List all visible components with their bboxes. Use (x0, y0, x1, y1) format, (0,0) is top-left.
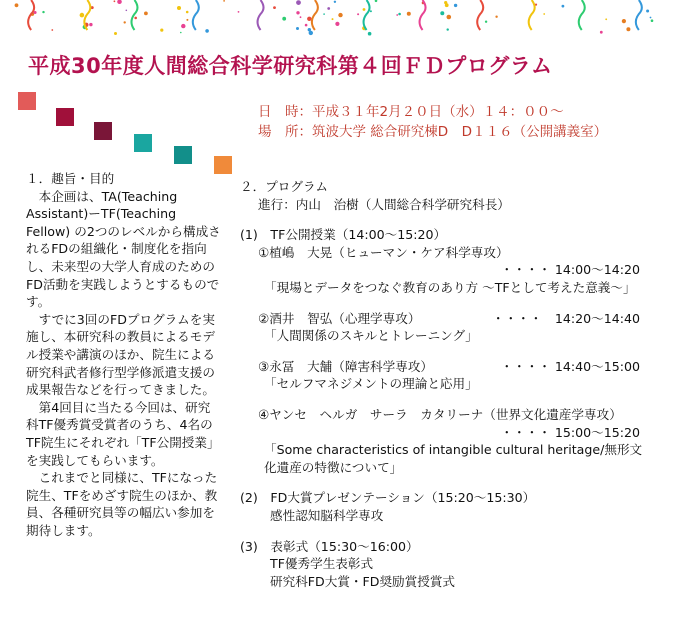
confetti-dot (485, 21, 487, 23)
confetti-dot (327, 7, 330, 10)
purpose-paragraph: これまでと同様に、TFになった院生、TFをめざす院生のほか、教員、各種研究員等の幅広い参加を期待します。 (26, 470, 218, 538)
confetti-dot (305, 24, 308, 27)
talk-row (240, 310, 670, 328)
streamer (364, 0, 370, 30)
confetti-dot (177, 6, 181, 10)
confetti-dot (296, 11, 299, 14)
confetti-dot (124, 21, 126, 23)
program-section (240, 178, 670, 590)
section-fd-award: (2) FD大賞プレゼンテーション（15:20～15:30） (240, 490, 536, 506)
confetti-dot (454, 4, 457, 7)
confetti-dot (600, 31, 603, 34)
talk-time: ・・・・ 14:40～15:00 (500, 358, 640, 374)
confetti-dot (300, 16, 302, 18)
ceremony-item: TF優秀学生表彰式 (270, 556, 374, 572)
confetti-dot (396, 14, 398, 16)
square-2 (56, 108, 74, 126)
square-1 (18, 92, 36, 110)
talk-title: 「人間関係のスキルとトレーニング」 (264, 328, 478, 344)
talk-row (240, 358, 670, 376)
event-info (258, 102, 607, 142)
confetti-dot (89, 23, 92, 26)
confetti-dot (626, 27, 630, 31)
streamer (420, 0, 426, 30)
talk-title: 「セルフマネジメントの理論と応用」 (264, 376, 478, 392)
confetti-dot (134, 17, 137, 20)
streamer (579, 0, 585, 30)
confetti-dot (447, 15, 452, 20)
confetti-dot (282, 17, 286, 21)
confetti-dot (335, 22, 339, 26)
confetti-dot (309, 31, 313, 35)
confetti-dot (296, 0, 301, 5)
confetti-dot (332, 18, 334, 20)
confetti-dot (622, 19, 626, 23)
event-place: 場 所：筑波大学 総合研究棟D D１１６（公開講義室） (258, 124, 608, 140)
talk-speaker: ②酒井 智弘（心理学専攻） (258, 310, 421, 326)
confetti-dot (398, 13, 401, 16)
confetti-dot (495, 16, 497, 18)
confetti-dot (357, 13, 359, 15)
confetti-dot (338, 13, 342, 17)
page-title: 平成30年度人間総合科学研究科第４回ＦＤプログラム (28, 54, 553, 78)
talk-speaker: ④ヤンセ ヘルガ サーラ カタリーナ（世界文化遺産学専攻） (258, 406, 622, 422)
confetti-dot (186, 19, 188, 21)
streamer (193, 0, 199, 30)
confetti-dot (114, 0, 116, 2)
purpose-paragraph: すでに3回のFDプログラムを実施し、本研究科の教員によるモデル授業や講演のほか、院生による研究科武者修行型学修派遣支援の成果報告などを行ってきました。 (26, 311, 215, 398)
square-3 (94, 122, 112, 140)
confetti-dot (646, 10, 649, 13)
purpose-heading: １．趣旨・目的 (26, 171, 115, 186)
confetti-dot (407, 12, 411, 16)
program-moderator: 進行：内山 治樹（人間総合科学研究科長） (258, 196, 510, 212)
confetti-dot (447, 28, 449, 30)
confetti-dot (307, 17, 311, 21)
talk-title: 「現場とデータをつなぐ教育のあり方 ～TFとして考えた意義～」 (264, 279, 636, 295)
confetti-dot (223, 0, 225, 2)
confetti-dot (334, 1, 336, 3)
confetti-dot (323, 13, 325, 15)
purpose-paragraph: 第4回目に当たる今回は、研究科TF優秀賞受賞者のうち、4名のTF院生にそれぞれ「TF公開授業」を実践してもらいます。 (26, 399, 220, 468)
talk-time: ・・・・ 14:20～14:40 (491, 310, 640, 326)
confetti-dot (160, 29, 163, 32)
confetti-dot (114, 32, 117, 35)
section-tf-classes: (1) TF公開授業（14:00～15:20） (240, 227, 447, 243)
confetti-dot (562, 5, 565, 8)
confetti-dot (605, 18, 607, 20)
talk-speaker: ①植嶋 大晃（ヒューマン・ケア科学専攻） (258, 244, 509, 260)
streamer (529, 0, 535, 30)
purpose-section (26, 170, 222, 539)
confetti-dot (15, 3, 19, 7)
confetti-dot (440, 11, 444, 15)
confetti-dot (80, 13, 85, 18)
streamer (636, 0, 642, 30)
event-date: 日 時：平成３１年2月２０日（水）１４：００～ (258, 104, 564, 120)
confetti-dot (543, 13, 545, 15)
confetti-dot (117, 0, 122, 4)
streamer (477, 0, 483, 30)
confetti-dot (238, 11, 240, 13)
confetti-dot (368, 32, 372, 36)
streamer (258, 0, 264, 30)
purpose-paragraph: 本企画は、TA(Teaching Assistant)ーTF(Teaching Fellow) の2つのレベルから構成されるFDの組織化・制度化を指向し、未来型の大学人育成のためのFD活動を実践しようとするものです。 (26, 188, 221, 310)
confetti-dot (180, 32, 182, 34)
square-5 (174, 146, 192, 164)
confetti-dot (186, 11, 189, 14)
confetti-dot (363, 8, 366, 11)
program-heading: ２．プログラム (240, 179, 329, 194)
confetti-dot (650, 17, 652, 19)
confetti-dot (273, 6, 276, 9)
confetti-dot (181, 24, 185, 28)
confetti-dot (126, 10, 128, 12)
confetti-dot (370, 10, 372, 12)
confetti-dot (144, 12, 148, 16)
confetti-dot (42, 11, 44, 13)
confetti-dot (651, 19, 654, 22)
section-ceremony: (3) 表彰式（15:30～16:00） (240, 538, 419, 554)
confetti-dot (51, 29, 53, 31)
talk-time: ・・・・ 15:00～15:20 (500, 424, 640, 440)
square-4 (134, 134, 152, 152)
confetti-dot (205, 29, 209, 33)
streamer (131, 0, 137, 30)
confetti-dot (445, 3, 449, 7)
ceremony-item: 研究科FD大賞・FD奨励賞授賞式 (270, 573, 456, 589)
talk-title: 「Some characteristics of intangible cultural heritage/無形文化遺産の特徴について」 (264, 442, 643, 475)
talk-time: ・・・・ 14:00～14:20 (500, 262, 640, 278)
confetti-dot (296, 27, 299, 30)
talk-speaker: ③永冨 大舗（障害科学専攻） (258, 358, 434, 374)
confetti-dot (375, 0, 378, 2)
fd-award-detail: 感性認知脳科学専攻 (270, 507, 384, 523)
streamer (312, 0, 318, 30)
